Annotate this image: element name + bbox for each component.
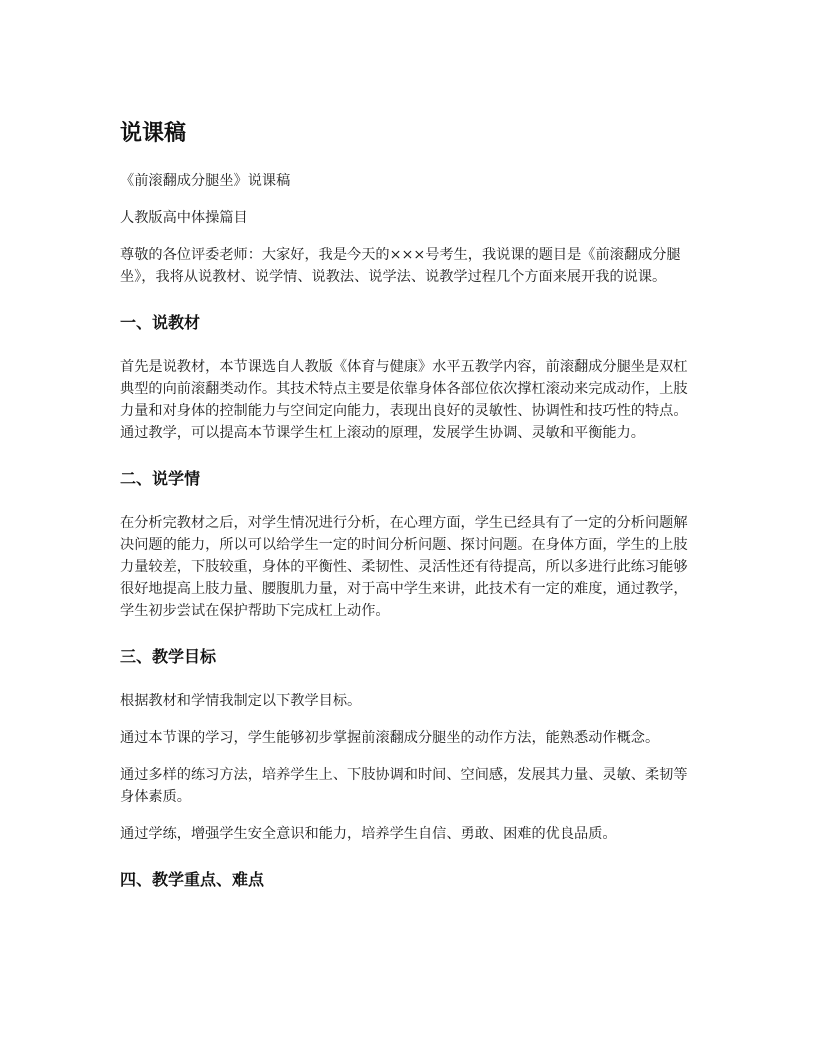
section-heading-textbook: 一、说教材	[120, 313, 201, 332]
objective-skills: 通过多样的练习方法，培养学生上、下肢协调和时间、空间感，发展其力量、灵敏、柔韧等身体素质。	[120, 767, 688, 805]
students-paragraph: 在分析完教材之后，对学生情况进行分析，在心理方面，学生已经具有了一定的分析问题解决问题的能力，所以可以给学生一定的时间分析问题、探讨问题。在身体方面，学生的上肢力量较差，下肢较重，身体的平衡性、柔韧性、灵活性还有待提高，所以多进行此练习能够很好地提高上肢力量、腰腹肌力量，对于高中学生来讲，此技术有一定的难度，通过教学，学生初步尝试在保护帮助下完成杠上动作。	[120, 515, 688, 619]
objective-attitude: 通过学练，增强学生安全意识和能力，培养学生自信、勇敢、困难的优良品质。	[120, 826, 617, 842]
section-heading-students: 二、说学情	[120, 469, 201, 488]
section-heading-objectives: 三、教学目标	[120, 647, 217, 666]
textbook-paragraph: 首先是说教材，本节课选自人教版《体育与健康》水平五教学内容，前滚翻成分腿坐是双杠典型的向前滚翻类动作。其技术特点主要是依靠身体各部位依次撑杠滚动来完成动作，上肢力量和对身体的控制能力与空间定向能力，表现出良好的灵敏性、协调性和技巧性的特点。通过教学，可以提高本节课学生杠上滚动的原理，发展学生协调、灵敏和平衡能力。	[120, 359, 688, 441]
objective-knowledge: 通过本节课的学习，学生能够初步掌握前滚翻成分腿坐的动作方法，能熟悉动作概念。	[120, 730, 660, 746]
objectives-intro: 根据教材和学情我制定以下教学目标。	[120, 693, 362, 709]
section-heading-key-points: 四、教学重点、难点	[120, 870, 265, 889]
document-title: 说课稿	[120, 121, 187, 146]
intro-paragraph: 尊敬的各位评委老师：大家好，我是今天的×××号考生，我说课的题目是《前滚翻成分腿坐》，我将从说教材、说学情、说教法、说学法、说教学过程几个方面来展开我的说课。	[120, 247, 681, 285]
edition-line: 人教版高中体操篇目	[120, 210, 248, 226]
document-subtitle: 《前滚翻成分腿坐》说课稿	[120, 173, 291, 189]
document-content	[120, 118, 700, 913]
